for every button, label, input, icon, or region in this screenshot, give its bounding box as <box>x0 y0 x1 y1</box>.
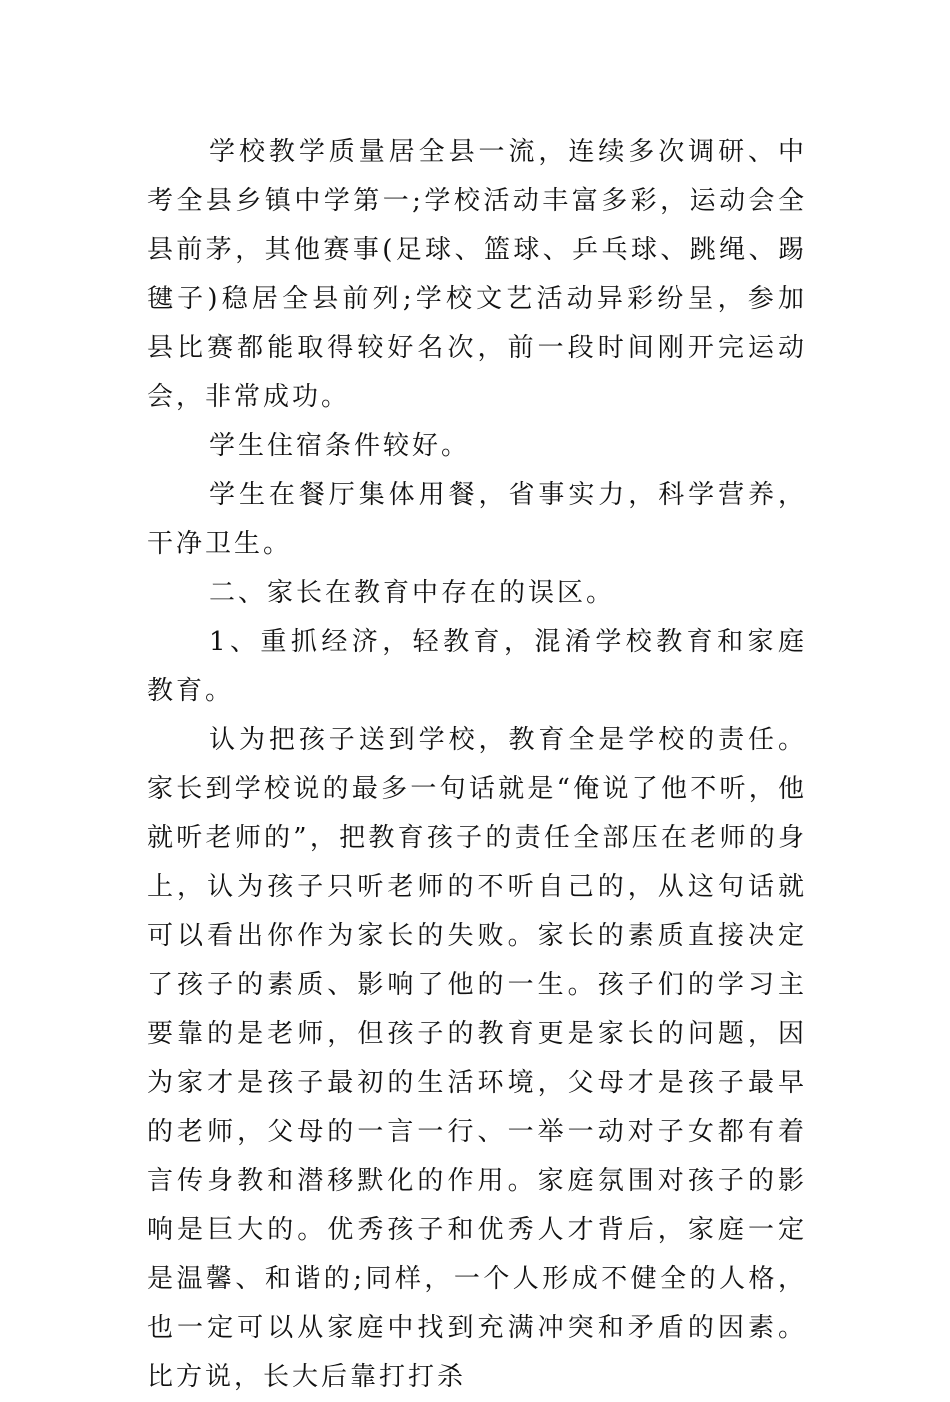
section-heading-parent-misconceptions: 二、家长在教育中存在的误区。 <box>209 578 616 608</box>
subheading-economy-over-education: 1、重抓经济，轻教育，混淆学校教育和家庭教育。 <box>147 627 807 706</box>
document-body <box>147 128 807 1402</box>
paragraph-dining: 学生在餐厅集体用餐，省事实力，科学营养，干净卫生。 <box>147 480 807 559</box>
paragraph-dormitory: 学生住宿条件较好。 <box>209 431 471 461</box>
paragraph-family-education: 认为把孩子送到学校，教育全是学校的责任。家长到学校说的最多一句话就是“俺说了他不听，他就听老师的”，把教育孩子的责任全部压在老师的身上，认为孩子只听老师的不听自己的，从这句话就可以看出你作为家长的失败。家长的素质直接决定了孩子的素质、影响了他的一生。孩子们的学习主要靠的是老师，但孩子的教育更是家长的问题，因为家才是孩子最初的生活环境，父母才是孩子最早的老师，父母的一言一行、一举一动对子女都有着言传身教和潜移默化的作用。家庭氛围对孩子的影响是巨大的。优秀孩子和优秀人才背后，家庭一定是温馨、和谐的;同样，一个人形成不健全的人格，也一定可以从家庭中找到充满冲突和矛盾的因素。比方说，长大后靠打打杀 <box>147 725 807 1392</box>
paragraph-school-achievements: 学校教学质量居全县一流，连续多次调研、中考全县乡镇中学第一;学校活动丰富多彩，运动会全县前茅，其他赛事(足球、篮球、乒乓球、跳绳、踢毽子)稳居全县前列;学校文艺活动异彩纷呈，参加县比赛都能取得较好名次，前一段时间刚开完运动会，非常成功。 <box>147 137 807 412</box>
